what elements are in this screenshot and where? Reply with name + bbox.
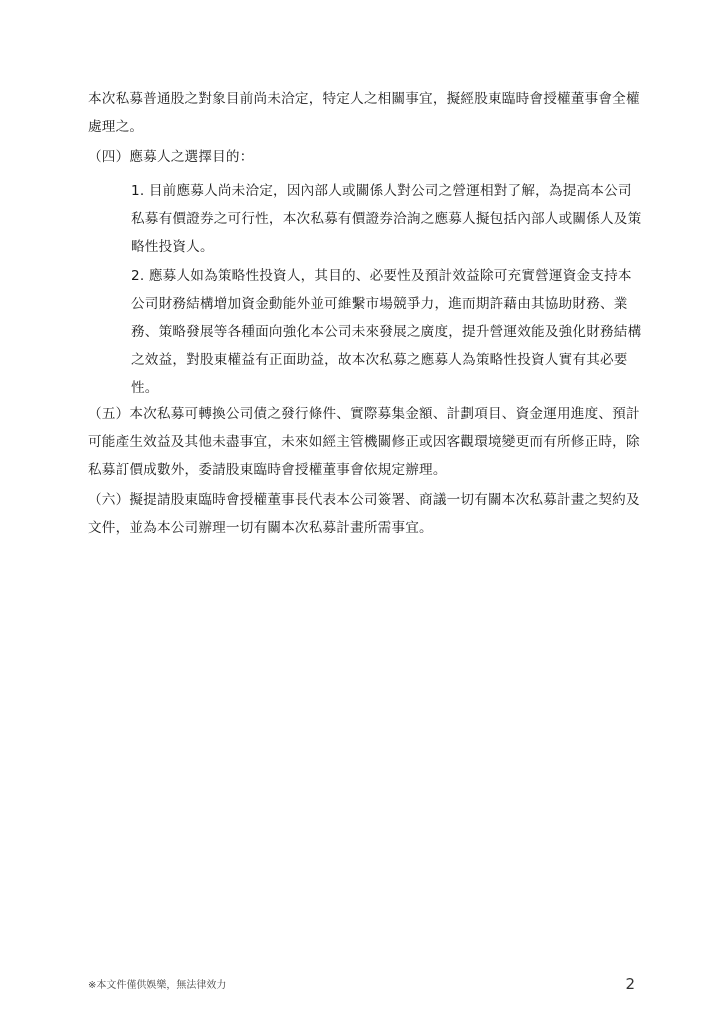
section-six-paragraph: （六）擬提請股東臨時會授權董事長代表本公司簽署、商議一切有關本次私募計畫之契約及文件，並為本公司辦理一切有關本次私募計畫所需事宜。 xyxy=(88,492,640,536)
page-number: 2 xyxy=(625,975,635,993)
section-four-subitem-1: 1. 目前應募人尚未洽定，因內部人或關係人對公司之營運相對了解，為提高本公司私募有價證券之可行性，本次私募有價證券洽詢之應募人擬包括內部人或關係人及策略性投資人。 xyxy=(131,183,642,255)
footer-disclaimer: ※本文件僅供娛樂，無法律效力 xyxy=(88,980,227,991)
section-four-heading: （四）應募人之選擇目的： xyxy=(88,149,254,165)
section-five-paragraph: （五）本次私募可轉換公司債之發行條件、實際募集金額、計劃項目、資金運用進度、預計可能產生效益及其他未盡事宜，未來如經主管機關修正或因客觀環境變更而有所修正時，除私募訂價成數外，委請股東臨時會授權董事會依規定辦理。 xyxy=(88,406,640,478)
intro-paragraph: 本次私募普通股之對象目前尚未洽定，特定人之相關事宜，擬經股東臨時會授權董事會全權處理之。 xyxy=(88,91,640,135)
section-four-subitem-2: 2. 應募人如為策略性投資人，其目的、必要性及預計效益除可充實營運資金支持本公司財務結構增加資金動能外並可維繫市場競爭力，進而期許藉由其協助財務、業務、策略發展等各種面向強化本公司未來發展之廣度，提升營運效能及強化財務結構之效益，對股東權益有正面助益，故本次私募之應募人為策略性投資人實有其必要性。 xyxy=(131,268,642,396)
